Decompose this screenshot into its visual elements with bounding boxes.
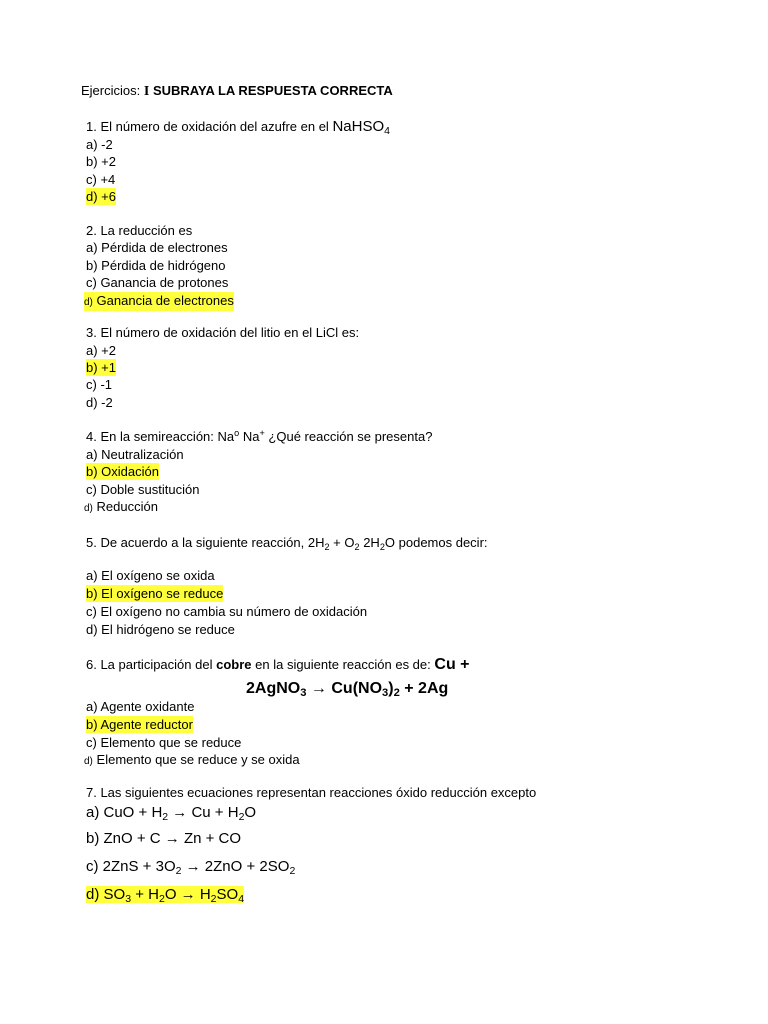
q3-option-d: d) -2 [86,395,113,410]
question-1-formula: NaHSO$_4$ [332,118,390,137]
q3-option-b-correct: b) +1 [86,360,116,375]
question-5-text-pre: 5. De acuerdo a la siguiente reacción, [86,535,305,550]
q2-option-c: c) Ganancia de protones [86,275,229,290]
q2-option-a: a) Pérdida de electrones [86,240,228,255]
q7-option-a: a) CuO + $H_2 \to Cu + H_2O$ [86,804,257,823]
q5-option-d: d) El hidrógeno se reduce [86,622,235,637]
q1-option-d-correct: d) +6 [86,189,116,204]
question-5-equation: $2H_2 + O_2$ $2H_2O$ [307,535,395,552]
q7-option-d-correct: d) $SO_3 + H_2O \to H_2SO_4$ [86,886,245,905]
q4-option-b-correct: b) Oxidación [86,464,159,479]
question-4-text-post: ¿Qué reacción se presenta? [268,429,433,444]
question-5 [86,534,488,551]
question-6-equation-part-2: 2AgNO$_3$ → $Cu(NO_3)_2 + 2Ag$ [246,680,449,699]
q1-option-a: a) -2 [86,137,113,152]
q7-option-b: b) ZnO + C → Zn + CO [86,830,242,847]
question-6-bold-word: cobre [216,657,252,672]
q5-option-c: c) El oxígeno no cambia su número de oxidación [86,604,368,619]
question-7-text: 7. Las siguientes ecuaciones representan reacciones óxido reducción excepto [86,785,537,800]
q6-option-c: c) Elemento que se reduce [86,735,242,750]
q6-option-d: d) Elemento que se reduce y se oxida [84,752,300,767]
q1-option-c: c) +4 [86,172,116,187]
question-4-reaction: Na$^o$ Na+ [217,428,265,444]
question-2-text: 2. La reducción es [86,223,193,238]
q4-option-c: c) Doble sustitución [86,482,200,497]
question-1 [86,118,390,135]
q7-option-c: c) $2ZnS + 3O_2 \to 2ZnO + 2SO_2$ [86,858,296,877]
question-6-equation-part-1: Cu + [434,656,470,673]
question-4-text-pre: 4. En la semireacción: [86,429,214,444]
q6-option-b-correct: b) Agente reductor [86,717,193,732]
q1-option-b: b) +2 [86,154,116,169]
q5-option-b-correct: b) El oxígeno se reduce [86,586,224,601]
q2-option-b: b) Pérdida de hidrógeno [86,258,226,273]
question-3-text: 3. El número de oxidación del litio en el LiCl es: [86,325,360,340]
q4-option-d: d) Reducción [84,499,158,514]
question-6-text-pre: 6. La participación del [86,657,213,672]
q4-option-a: a) Neutralización [86,447,184,462]
q6-option-a: a) Agente oxidante [86,699,195,714]
question-4 [86,428,432,445]
header-title: SUBRAYA LA RESPUESTA CORRECTA [152,83,393,98]
question-6-text-post: en la siguiente reacción es de: [255,657,431,672]
question-6 [86,656,470,673]
header-roman-numeral: I [143,84,150,99]
exercise-header [81,82,393,100]
q3-option-c: c) -1 [86,377,112,392]
q5-option-a: a) El oxígeno se oxida [86,568,215,583]
q2-option-d-correct: d) Ganancia de electrones [84,292,234,311]
question-1-text: 1. El número de oxidación del azufre en el [86,119,329,134]
question-5-text-post: podemos decir: [398,535,488,550]
q3-option-a: a) +2 [86,343,116,358]
header-prefix: Ejercicios: [81,83,141,98]
